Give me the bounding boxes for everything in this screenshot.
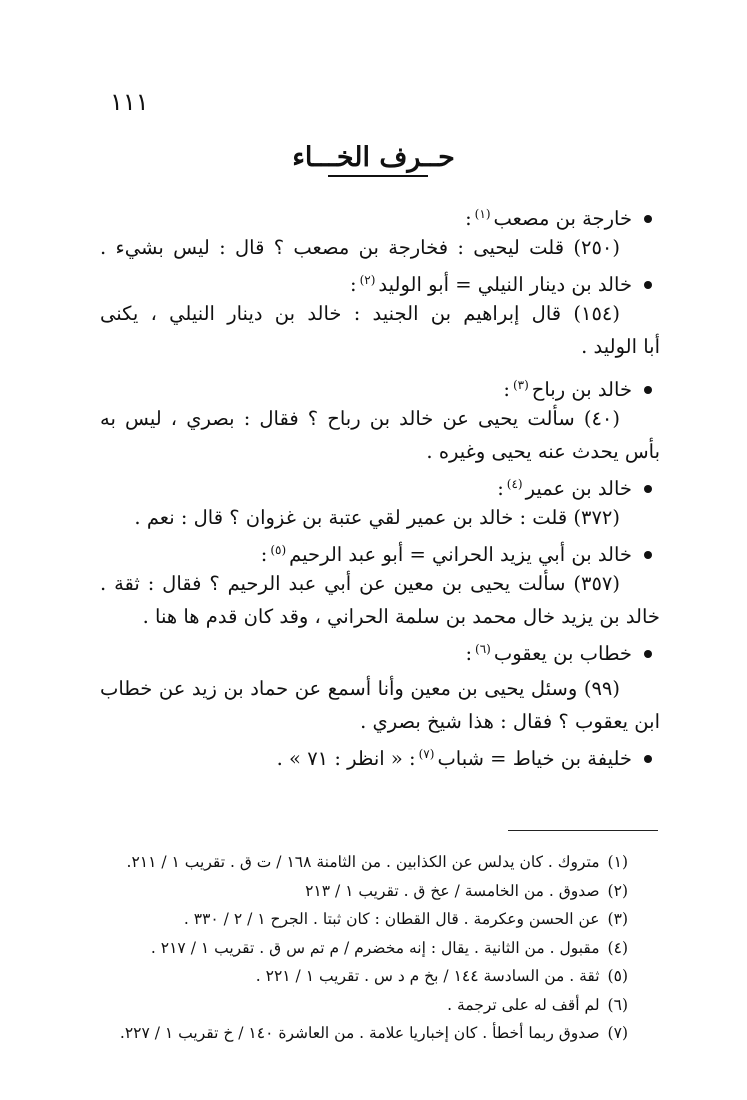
footnotes <box>108 848 628 1048</box>
footnote <box>108 848 628 877</box>
footnote <box>108 934 628 963</box>
footnote-text: ثقة . من السادسة ١٤٤ / بخ م د س . تقريب ١ / ٢٢١ . <box>255 967 600 985</box>
entry-tail: : <box>503 378 510 401</box>
entry-heading <box>100 369 660 402</box>
footnote-ref: (٤) <box>506 477 523 491</box>
entry-tail: : <box>350 273 357 296</box>
entry-text-line: (٤٠) سألت يحيى عن خالد بن رباح ؟ فقال : بصري ، ليس به <box>100 407 620 430</box>
entry-text-line: بأس يحدث عنه يحيى وغيره . <box>426 440 660 463</box>
entry-text-line: (٣٧٢) قلت : خالد بن عمير لقي عتبة بن غزوان ؟ قال : نعم . <box>134 506 620 529</box>
entry-name: خطاب بن يعقوب <box>493 642 632 665</box>
footnote-number: (٣) <box>607 910 628 928</box>
entry-heading <box>100 633 660 666</box>
entry-heading <box>100 198 660 231</box>
entry-tail: : <box>497 477 504 500</box>
footnote-number: (٦) <box>607 995 628 1014</box>
entry-tail: : <box>465 642 473 665</box>
footnote-text: صدوق . من الخامسة / عخ ق . تقريب ١ / ٢١٣ <box>305 881 600 900</box>
entries-body <box>100 198 660 771</box>
entry-heading <box>100 534 660 567</box>
bullet-icon <box>644 485 652 493</box>
footnote-ref: (٣) <box>512 378 529 392</box>
footnote-ref: (٦) <box>475 642 491 656</box>
bullet-icon <box>644 215 652 223</box>
footnote-ref: (٧) <box>418 747 435 761</box>
page-number: ١١١ <box>110 88 149 116</box>
footnote-separator <box>508 830 658 831</box>
footnote <box>108 962 628 991</box>
footnote-ref: (٥) <box>270 543 287 557</box>
footnote-text: متروك . كان يدلس عن الكذابين . من الثامنة ١٦٨ / ت ق . تقريب ١ / ٢١١. <box>126 853 600 871</box>
bullet-icon <box>644 281 652 289</box>
entry-tail: : <box>260 543 268 566</box>
entry-heading <box>100 468 660 501</box>
entry-heading <box>100 738 660 771</box>
bullet-icon <box>644 551 652 559</box>
entry-text-line: ابن يعقوب ؟ فقال : هذا شيخ بصري . <box>360 710 660 733</box>
footnote-ref: (٢) <box>359 273 376 287</box>
entry-text-line: (٢٥٠) قلت ليحيى : فخارجة بن مصعب ؟ قال : ليس بشيء . <box>100 236 620 259</box>
footnote <box>108 877 628 906</box>
entry-tail: : « انظر : ٧١ » . <box>276 747 416 770</box>
entry-name: خارجة بن مصعب <box>493 207 632 230</box>
title-underline <box>328 175 428 177</box>
entry-name: خالد بن أبي يزيد الحراني = أبو عبد الرحيم <box>289 543 632 566</box>
footnote-number: (٥) <box>607 967 628 985</box>
entry-text-line: (١٥٤) قال إبراهيم بن الجنيد : خالد بن دينار النيلي ، يكنى <box>100 302 620 325</box>
entry-text-line: خالد بن يزيد خال محمد بن سلمة الحراني ، وقد كان قدم ها هنا . <box>142 605 660 628</box>
footnote-text: عن الحسن وعكرمة . قال القطان : كان ثبتا . الجرح ١ / ٢ / ٣٣٠ . <box>183 910 600 928</box>
chapter-title: حــرف الخـــاء <box>292 142 455 173</box>
entry-name: خالد بن رباح <box>531 378 632 401</box>
footnote-ref: (١) <box>474 207 491 221</box>
entry-text-line: أبا الوليد . <box>581 335 660 358</box>
footnote-text: صدوق ربما أخطأ . كان إخباريا علامة . من العاشرة ١٤٠ / خ تقريب ١ / ٢٢٧. <box>119 1024 600 1042</box>
footnote <box>108 991 628 1020</box>
entry-name: خالد بن دينار النيلي = أبو الوليد <box>378 273 632 296</box>
entry-name: خليفة بن خياط = شباب <box>437 747 632 770</box>
footnote-number: (٧) <box>607 1024 628 1042</box>
entry-name: خالد بن عمير <box>525 477 632 500</box>
entry-heading <box>100 264 660 297</box>
entry-text-line: (٣٥٧) سألت يحيى بن معين عن أبي عبد الرحيم ؟ فقال : ثقة . <box>100 572 620 595</box>
footnote <box>108 905 628 934</box>
footnote-number: (٤) <box>607 938 628 957</box>
footnote-text: لم أقف له على ترجمة . <box>447 995 600 1014</box>
bullet-icon <box>644 386 652 394</box>
bullet-icon <box>644 755 652 763</box>
footnote <box>108 1019 628 1048</box>
footnote-text: مقبول . من الثانية . يقال : إنه مخضرم / م تم س ق . تقريب ١ / ٢١٧ . <box>150 938 600 957</box>
footnote-number: (١) <box>607 853 628 871</box>
footnote-number: (٢) <box>607 881 628 900</box>
entry-text-line: (٩٩) وسئل يحيى بن معين وأنا أسمع عن حماد بن زيد عن خطاب <box>100 677 620 700</box>
bullet-icon <box>644 650 652 658</box>
entry-tail: : <box>465 207 472 230</box>
